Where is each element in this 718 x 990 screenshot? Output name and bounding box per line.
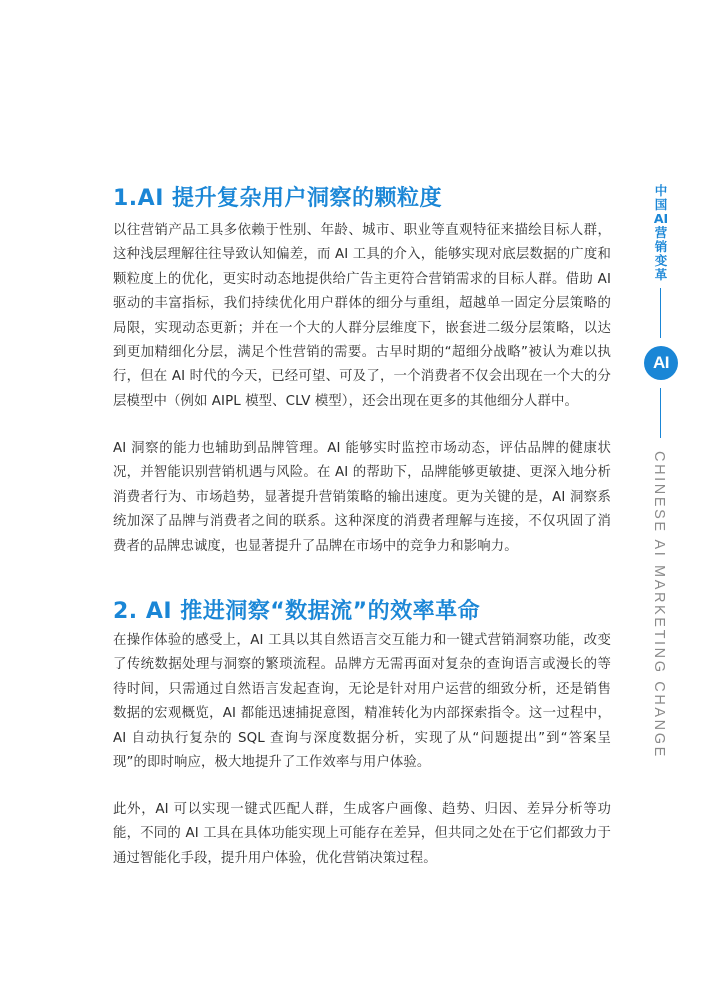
sidebar-cn-title: 中国AI营销变革 (653, 183, 669, 282)
sidebar (643, 0, 679, 990)
sidebar-divider-top (660, 288, 661, 338)
sidebar-en-title: CHINESE AI MARKETING CHANGE (651, 451, 667, 759)
section-1-title: 1.AI 提升复杂用户洞察的颗粒度 (113, 186, 443, 211)
sidebar-divider-bottom (660, 388, 661, 438)
section-2-paragraph-1: 在操作体验的感受上，AI 工具以其自然语言交互能力和一键式营销洞察功能，改变了传统数据处理与洞察的繁琐流程。品牌方无需再面对复杂的查询语言或漫长的等待时间，只需通过自然语言发起查询，无论是针对用户运营的细致分析，还是销售数据的宏观概览，AI 都能迅速捕捉意图，精准转化为内部探索指令。这一过程中，AI 自动执行复杂的 SQL 查询与深度数据分析，实现了从“问题提出”到“答案呈现”的即时响应，极大地提升了工作效率与用户体验。 (113, 633, 611, 771)
section-2-title: 2. AI 推进洞察“数据流”的效率革命 (113, 599, 481, 624)
section-2-paragraph-2: 此外，AI 可以实现一键式匹配人群，生成客户画像、趋势、归因、差异分析等功能，不同的 AI 工具在具体功能实现上可能存在差异，但共同之处在于它们都致力于通过智能化手段，提升用户体验，优化营销决策过程。 (113, 802, 611, 866)
ai-badge-label: AI (653, 353, 669, 372)
section-1-paragraph-2: AI 洞察的能力也辅助到品牌管理。AI 能够实时监控市场动态，评估品牌的健康状况，并智能识别营销机遇与风险。在 AI 的帮助下，品牌能够更敏捷、更深入地分析消费者行为、市场趋势，显著提升营销策略的输出速度。更为关键的是，AI 洞察系统加深了品牌与消费者之间的联系。这种深度的消费者理解与连接，不仅巩固了消费者的品牌忠诚度，也显著提升了品牌在市场中的竞争力和影响力。 (113, 441, 611, 554)
ai-badge-icon (644, 346, 678, 380)
section-1-paragraph-1: 以往营销产品工具多依赖于性别、年龄、城市、职业等直观特征来描绘目标人群，这种浅层理解往往导致认知偏差，而 AI 工具的介入，能够实现对底层数据的广度和颗粒度上的优化，更实时动态地提供给广告主更符合营销需求的目标人群。借助 AI 驱动的丰富指标，我们持续优化用户群体的细分与重组，超越单一固定分层策略的局限，实现动态更新；并在一个大的人群分层维度下，嵌套进二级分层策略，以达到更加精细化分层，满足个性营销的需要。古早时期的“超细分战略”被认为难以执行，但在 AI 时代的今天，已经可望、可及了，一个消费者不仅会出现在一个大的分层模型中（例如 AIPL 模型、CLV 模型），还会出现在更多的其他细分人群中。 (113, 223, 611, 409)
